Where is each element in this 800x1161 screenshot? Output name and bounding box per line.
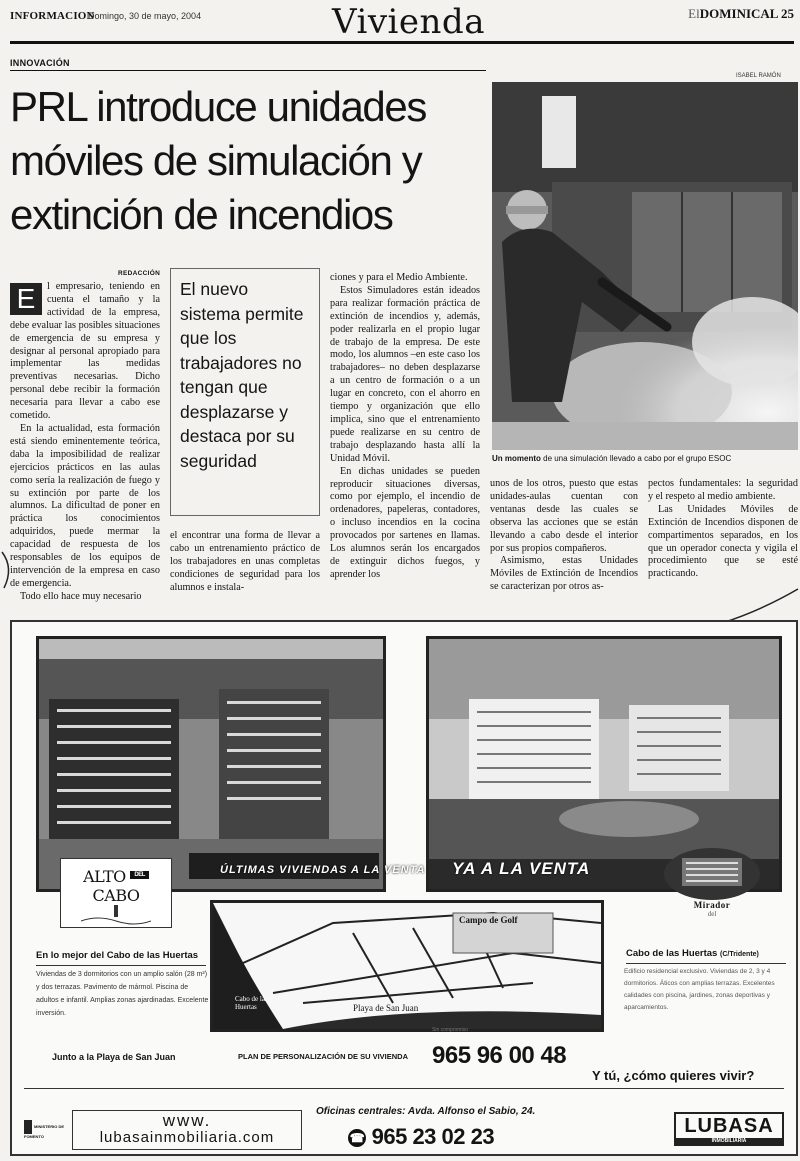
location-map [210, 900, 604, 1032]
supplement-name: DOMINICAL [699, 6, 778, 21]
phone-note: Sin compromiso [432, 1027, 468, 1033]
divider [24, 1088, 784, 1089]
photo-caption [492, 454, 798, 463]
paragraph: Las Unidades Móviles de Extinción de Incendios disponen de compartimentos separados, en los que un operador conecta y vigila el procedimiento que se esté practicando. [648, 503, 798, 580]
ad-personalization-plan: PLAN DE PERSONALIZACIÓN DE SU VIVIENDA [238, 1052, 409, 1061]
article-column-4 [490, 478, 638, 594]
building-render-left [36, 636, 386, 892]
ad-left-title: En lo mejor del Cabo de las Huertas [36, 950, 206, 966]
decorative-swash [720, 585, 800, 625]
paragraph-text: l empresario, teniendo en cuenta el tamaño y la actividad de la empresa, debe evaluar las posibles situaciones de emergencia de su empresa y designar al personal apropiado para implementar las medidas preventivas necesarias. Dicho personal debe recibir la formación necesaria para llevar a cabo ese cometido. [10, 281, 160, 422]
alto-del-cabo-logo [60, 858, 172, 928]
website-prefix: www. [162, 1111, 212, 1130]
mirador-sub: del [707, 910, 717, 918]
photo-credit: ISABEL RAMÓN [736, 73, 781, 79]
mirador-name: Mirador [693, 900, 731, 910]
ad-slogan: Y tú, ¿cómo quieres vivir? [592, 1068, 755, 1083]
supplement-page [688, 6, 794, 22]
logo-text [61, 867, 171, 905]
paragraph: pectos fundamentales: la seguridad y el respeto al medio ambiente. [648, 478, 798, 502]
paragraph: Estos Simuladores están ideados para realizar formación práctica de extinción de incendios y, además, poder realizarla en el propio lugar de trabajo de la empresa. De este modo, los alumnos –en este caso los trabajadores– no deben desplazarse a un centro de formación o a un lugar en concreto, con el ahorro en tiempo y organización que ello implica, sino que el entrenamiento puede realizarse en su centro de trabajo desplazando hasta allí la Unidad Móvil. [330, 284, 480, 464]
ministry-emblem-icon [24, 1120, 32, 1134]
building-sketch-icon [662, 844, 762, 900]
article-column-1 [10, 281, 160, 602]
banner-now-on-sale: YA A LA VENTA [452, 859, 591, 878]
byline: REDACCIÓN [118, 270, 161, 277]
paragraph [10, 281, 160, 423]
office-phone [348, 1124, 494, 1150]
banner-last-homes: ÚLTIMAS VIVIENDAS A LA VENTA [220, 864, 426, 876]
decorative-swash [0, 550, 20, 590]
ad-right-title [626, 948, 786, 964]
paragraph: Todo ello hace muy necesario [20, 590, 142, 602]
ministry-name: MINISTERIO DE FOMENTO [24, 1124, 65, 1139]
newspaper-name: INFORMACION [10, 10, 95, 22]
pull-quote: El nuevo sistema permite que los trabajadores no tengan que desplazarse y destaca por su seguridad [170, 268, 320, 516]
supplement-prefix: El [688, 6, 700, 21]
page-number: 25 [781, 6, 794, 21]
ministry-logo [24, 1120, 64, 1139]
sales-phone: 965 96 00 48 [432, 1042, 567, 1069]
paragraph: unos de los otros, puesto que estas unidades-aulas cuentan con ventanas desde las cuales se observa las acciones que se están llevando a cabo desde el interior por sus propios compañeros. [490, 478, 638, 554]
map-label-golf: Campo de Golf [459, 915, 518, 925]
issue-date: Domingo, 30 de mayo, 2004 [88, 11, 202, 21]
article-headline: PRL introduce unidades móviles de simulación y extinción de incendios [10, 83, 426, 238]
article-column-5 [648, 478, 798, 581]
ad-tagline-beach: Junto a la Playa de San Juan [52, 1052, 176, 1062]
real-estate-advertisement [10, 620, 798, 1156]
logo-word: CABO [92, 886, 140, 905]
logo-word: ALTO [83, 867, 126, 886]
masthead [10, 4, 794, 44]
phone-icon: ☎ [349, 1131, 365, 1145]
caption-text: de una simulación llevado a cabo por el grupo ESOC [540, 454, 732, 463]
paragraph: En dichas unidades se pueden reproducir situaciones diversas, como por ejemplo, el incendio de ordenadores, papeleras, contadores, o incluso incendios en la cocina provocados por sartenes en llamas. Los alumnos serán los encargados de extinguir dichos fuegos, y aprender los [330, 465, 480, 580]
office-phone-number: 965 23 02 23 [371, 1124, 495, 1149]
mirador-logo [652, 844, 772, 932]
article-column-3 [330, 272, 480, 582]
paragraph: el encontrar una forma de llevar a cabo un entrenamiento práctico de los trabajadores en unas completas condiciones de seguridad para los alumnos e instala- [170, 530, 320, 593]
ad-right-title-sub: (C/Tridente) [719, 951, 759, 958]
article-kicker: INNOVACIÓN [10, 58, 486, 71]
logo-word: DEL [130, 871, 149, 879]
paragraph: Asimismo, estas Unidades Móviles de Extinción de Incendios se caracterizan por otros as- [490, 555, 638, 593]
website-url: lubasainmobiliaria.com [99, 1129, 275, 1146]
map-label-cabo: Cabo de las Huertas [235, 995, 268, 1011]
head-office-address: Oficinas centrales: Avda. Alfonso el Sabio, 24. [316, 1106, 536, 1117]
lighthouse-icon [81, 903, 151, 925]
paragraph: En la actualidad, esta formación está siendo eminentemente teórica, daba la imposibilidad de realizar ejercicios prácticos en las aulas como sería la realización de fuego y su extinción por parte de los alumnos. La dificultad de poner en práctica los conocimientos adquiridos, puede mermar la capacidad de respuesta de los responsables de los equipos de intervención de la empresa en caso de emergencia. [10, 422, 160, 589]
website-box [72, 1110, 302, 1150]
article-photo [492, 82, 798, 450]
ad-right-body: Edificio residencial exclusivo. Viviendas de 2, 3 y 4 dormitorios. Áticos con amplias terrazas. Excelentes calidades con piscina, jardines, zonas deportivas y aparcamientos. [624, 968, 775, 1011]
drop-cap: E [10, 283, 42, 315]
caption-lead: Un momento [492, 454, 541, 463]
paragraph: ciones y para el Medio Ambiente. [330, 272, 468, 283]
ad-left-body: Viviendas de 3 dormitorios con un amplio salón (28 m²) y dos terrazas. Pavimento de mármol. Piscina de adultos e infantil. Amplias zonas ajardinadas. Excelente inversión. [36, 971, 209, 1017]
map-label-playa: Playa de San Juan [353, 1003, 419, 1013]
section-title: Vivienda [332, 2, 485, 42]
article-column-2 [170, 530, 320, 595]
lubasa-sub: INMOBILIARIA [676, 1138, 782, 1145]
lubasa-logo [674, 1112, 784, 1146]
lubasa-name: LUBASA [684, 1115, 774, 1137]
ad-right-title-main: Cabo de las Huertas [626, 948, 718, 959]
